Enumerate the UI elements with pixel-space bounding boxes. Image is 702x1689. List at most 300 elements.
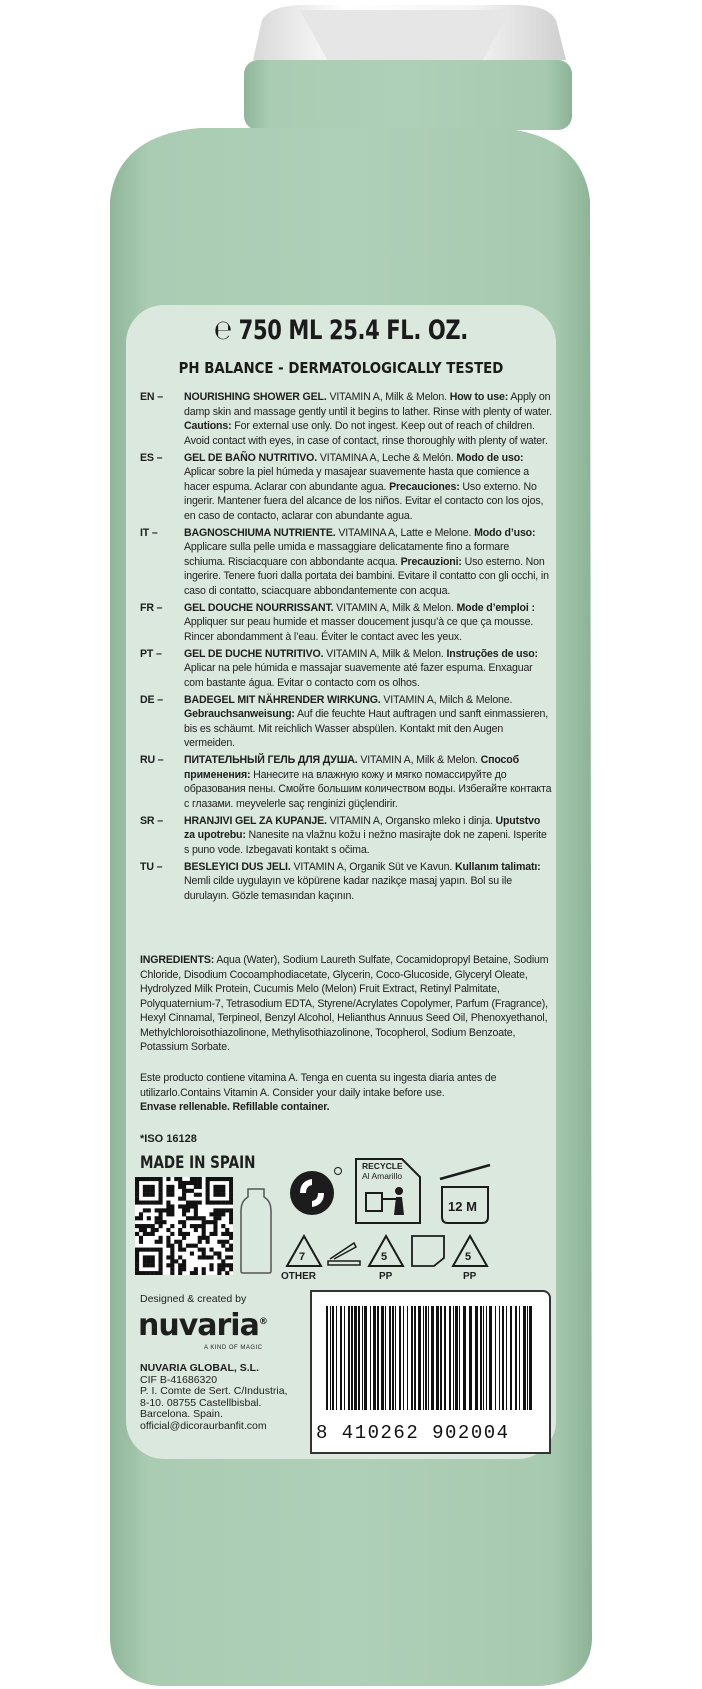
qr-cell — [159, 1208, 163, 1212]
lang-it: IT – BAGNOSCHIUMA NUTRIENTE. VITAMINA A, Latte e Melone. Modo d’uso: Applicare sulla pelle umida e massaggiare delicatamente fino a formare schiuma. Risciacquare con abbondante acqua. Precauzioni: Uso esterno. Non ingerire. Tenere fuori dalla portata dei bambini. Evitare il contatto con gli occhi, in caso di contatto, sciacquare abbondantemente con acqua. — [140, 526, 549, 597]
qr-cell — [186, 1208, 190, 1212]
qr-cell — [182, 1267, 186, 1271]
qr-finder-cell — [206, 1177, 210, 1181]
qr-cell — [213, 1220, 217, 1224]
qr-cell — [225, 1263, 229, 1267]
qr-finder-cell — [147, 1263, 151, 1267]
cap-open-icon — [324, 1237, 364, 1267]
qr-cell — [139, 1216, 143, 1220]
qr-cell — [202, 1216, 206, 1220]
qr-finder-cell — [225, 1177, 229, 1181]
qr-cell — [202, 1228, 206, 1232]
qr-finder-cell — [147, 1271, 151, 1275]
qr-cell — [206, 1240, 210, 1244]
barcode-bar — [414, 1306, 416, 1410]
barcode-bar — [389, 1306, 391, 1410]
barcode-bar — [483, 1306, 484, 1410]
qr-cell — [202, 1224, 206, 1228]
qr-finder-cell — [147, 1189, 151, 1193]
qr-cell — [198, 1177, 202, 1181]
barcode-bar — [411, 1306, 413, 1410]
qr-finder-cell — [135, 1251, 139, 1255]
qr-cell — [139, 1228, 143, 1232]
qr-cell — [170, 1193, 174, 1197]
barcode-bar — [523, 1306, 526, 1410]
qr-cell — [194, 1212, 198, 1216]
neck — [244, 60, 572, 130]
qr-code — [135, 1177, 233, 1275]
qr-cell — [202, 1232, 206, 1236]
barcode-bar — [330, 1306, 331, 1410]
qr-cell — [194, 1244, 198, 1248]
qr-cell — [162, 1208, 166, 1212]
qr-cell — [182, 1263, 186, 1267]
qr-cell — [182, 1197, 186, 1201]
qr-finder-cell — [159, 1181, 163, 1185]
qr-cell — [198, 1224, 202, 1228]
barcode-bar — [344, 1306, 345, 1410]
qr-cell — [170, 1248, 174, 1252]
qr-finder-cell — [159, 1248, 163, 1252]
qr-finder-cell — [147, 1248, 151, 1252]
qr-cell — [178, 1255, 182, 1259]
qr-finder-cell — [135, 1181, 139, 1185]
qr-cell — [147, 1232, 151, 1236]
barcode-bar — [515, 1306, 517, 1410]
qr-finder-cell — [151, 1259, 155, 1263]
qr-cell — [166, 1228, 170, 1232]
lang-es: ES – GEL DE BAÑO NUTRITIVO. VITAMINA A, Leche & Melón. Modo de uso: Aplicar sobre la piel húmeda y masajear suavemente hasta que comience a hacer espuma. Aclarar con abundante agua. Precauciones: Uso externo. No ingerir. Mantener fuera del alcance de los niños. Evitar el contacto con los ojos, en caso de contacto, aclarar con abundante agua. — [140, 451, 544, 522]
barcode-bar — [385, 1306, 386, 1410]
qr-cell — [194, 1224, 198, 1228]
qr-finder-cell — [159, 1197, 163, 1201]
qr-finder-cell — [147, 1259, 151, 1263]
qr-cell — [198, 1193, 202, 1197]
qr-cell — [198, 1185, 202, 1189]
barcode-bar — [529, 1306, 532, 1410]
qr-cell — [166, 1204, 170, 1208]
barcode-bar — [407, 1306, 408, 1410]
bottle-outline-icon — [239, 1187, 273, 1275]
qr-finder-cell — [139, 1248, 143, 1252]
qr-cell — [170, 1204, 174, 1208]
qr-cell — [190, 1244, 194, 1248]
qr-cell — [194, 1267, 198, 1271]
qr-cell — [202, 1255, 206, 1259]
lang-fr: FR – GEL DOUCHE NOURRISSANT. VITAMIN A, Milk & Melon. Mode d’emploi : Appliquer sur peau humide et masser doucement jusqu’à ce que ça mousse. Rincer abondamment à l’eau. Éviter le contact avec les yeux. — [140, 601, 535, 643]
qr-cell — [213, 1251, 217, 1255]
qr-cell — [139, 1240, 143, 1244]
qr-cell — [182, 1232, 186, 1236]
qr-cell — [225, 1228, 229, 1232]
language-sections — [140, 390, 552, 906]
qr-cell — [194, 1177, 198, 1181]
pao-label: 12 M — [448, 1199, 477, 1214]
qr-finder-cell — [143, 1193, 147, 1197]
qr-cell — [166, 1212, 170, 1216]
qr-cell — [182, 1236, 186, 1240]
qr-cell — [182, 1204, 186, 1208]
qr-cell — [217, 1271, 221, 1275]
qr-cell — [170, 1185, 174, 1189]
qr-finder-cell — [213, 1201, 217, 1205]
qr-finder-cell — [151, 1189, 155, 1193]
barcode-bar — [469, 1306, 472, 1410]
qr-cell — [217, 1240, 221, 1244]
qr-cell — [159, 1240, 163, 1244]
qr-finder-cell — [206, 1185, 210, 1189]
volume: ℮ 750 ML 25.4 FL. OZ. — [214, 315, 468, 346]
qr-cell — [217, 1216, 221, 1220]
recycle-code-7: 7 — [299, 1251, 306, 1263]
qr-finder-cell — [213, 1177, 217, 1181]
barcode-bar — [362, 1306, 363, 1410]
qr-finder-cell — [135, 1255, 139, 1259]
barcode-bar — [506, 1306, 507, 1410]
recycle-code-5b: 5 — [465, 1251, 472, 1263]
qr-cell — [178, 1228, 182, 1232]
barcode-bar — [336, 1306, 337, 1410]
qr-finder-cell — [143, 1263, 147, 1267]
qr-cell — [221, 1263, 225, 1267]
qr-cell — [209, 1248, 213, 1252]
qr-finder-cell — [206, 1181, 210, 1185]
qr-finder-cell — [217, 1177, 221, 1181]
barcode-bar — [444, 1306, 446, 1410]
qr-cell — [213, 1224, 217, 1228]
barcode-bar — [418, 1306, 421, 1410]
qr-cell — [209, 1232, 213, 1236]
qr-cell — [166, 1189, 170, 1193]
qr-cell — [166, 1255, 170, 1259]
qr-cell — [170, 1271, 174, 1275]
barcode-bar — [326, 1306, 328, 1410]
qr-finder-cell — [155, 1271, 159, 1275]
qr-cell — [174, 1240, 178, 1244]
qr-cell — [229, 1232, 233, 1236]
qr-cell — [178, 1263, 182, 1267]
barcode-bar — [480, 1306, 482, 1410]
qr-cell — [182, 1212, 186, 1216]
qr-finder-cell — [155, 1248, 159, 1252]
qr-finder-cell — [217, 1185, 221, 1189]
qr-cell — [209, 1220, 213, 1224]
recycle-code-5a-label: PP — [379, 1271, 393, 1282]
qr-cell — [209, 1267, 213, 1271]
qr-cell — [182, 1185, 186, 1189]
barcode-bar — [425, 1306, 427, 1410]
qr-finder-cell — [151, 1263, 155, 1267]
barcode-bar — [348, 1306, 350, 1410]
barcode-bar — [364, 1306, 367, 1410]
qr-cell — [190, 1224, 194, 1228]
qr-finder-cell — [135, 1193, 139, 1197]
qr-cell — [170, 1251, 174, 1255]
lang-en: EN – NOURISHING SHOWER GEL. VITAMIN A, Milk & Melon. How to use: Apply on damp skin and massage gently until it begins to lather. Rinse with plenty of water. Cautions: For external use only. Do not ingest. Keep out of reach of children. Avoid contact with eyes, in case of contact, rinse thoroughly with plenty of water. — [140, 391, 552, 447]
qr-finder-cell — [159, 1259, 163, 1263]
pao-jar-icon — [434, 1157, 496, 1225]
qr-cell — [225, 1255, 229, 1259]
qr-finder-cell — [135, 1185, 139, 1189]
qr-finder-cell — [151, 1185, 155, 1189]
barcode-bar — [428, 1306, 429, 1410]
barcode-bars — [326, 1306, 536, 1410]
qr-cell — [159, 1212, 163, 1216]
qr-cell — [151, 1228, 155, 1232]
qr-cell — [190, 1189, 194, 1193]
qr-cell — [229, 1236, 233, 1240]
qr-finder-cell — [151, 1248, 155, 1252]
recycle-code-5b-label: PP — [463, 1271, 477, 1282]
barcode-bar — [475, 1306, 478, 1410]
qr-finder-cell — [135, 1271, 139, 1275]
barcode-bar — [440, 1306, 442, 1410]
qr-cell — [225, 1271, 229, 1275]
qr-cell — [190, 1181, 194, 1185]
qr-cell — [135, 1232, 139, 1236]
qr-cell — [206, 1236, 210, 1240]
qr-finder-cell — [159, 1193, 163, 1197]
barcode-bar — [358, 1306, 360, 1410]
qr-cell — [206, 1255, 210, 1259]
qr-cell — [178, 1185, 182, 1189]
qr-finder-cell — [206, 1201, 210, 1205]
qr-finder-cell — [229, 1181, 233, 1185]
qr-cell — [213, 1216, 217, 1220]
qr-cell — [159, 1224, 163, 1228]
qr-finder-cell — [213, 1193, 217, 1197]
qr-finder-cell — [206, 1193, 210, 1197]
qr-cell — [166, 1263, 170, 1267]
qr-cell — [229, 1208, 233, 1212]
qr-cell — [151, 1224, 155, 1228]
lang-sr: SR – HRANJIVI GEL ZA KUPANJE. VITAMIN A, Organsko mleko i dinja. Uputstvo za upotrebu: Nanesite na vlažnu kožu i nežno masirajte dok ne zapeni. Isperite s puno vode. Izbegavati kontakt s očima. — [140, 814, 547, 856]
barcode-bar — [436, 1306, 439, 1410]
qr-cell — [170, 1224, 174, 1228]
qr-cell — [221, 1267, 225, 1271]
qr-cell — [225, 1232, 229, 1236]
qr-cell — [151, 1232, 155, 1236]
barcode-bar — [486, 1306, 487, 1410]
qr-finder-cell — [143, 1248, 147, 1252]
vitamin-notice: Este producto contiene vitamina A. Tenga en cuenta su ingesta diaria antes de utilizarlo.Contains Vitamin A. Consider your daily intake before use. Envase rellenable. Refillable container. — [140, 1072, 497, 1113]
qr-finder-cell — [221, 1201, 225, 1205]
qr-cell — [194, 1216, 198, 1220]
qr-finder-cell — [229, 1185, 233, 1189]
qr-finder-cell — [139, 1271, 143, 1275]
qr-cell — [170, 1189, 174, 1193]
qr-finder-cell — [147, 1193, 151, 1197]
qr-cell — [202, 1251, 206, 1255]
barcode-bar — [392, 1306, 394, 1410]
qr-finder-cell — [159, 1201, 163, 1205]
qr-cell — [186, 1204, 190, 1208]
qr-cell — [166, 1185, 170, 1189]
qr-finder-cell — [229, 1197, 233, 1201]
qr-cell — [229, 1216, 233, 1220]
qr-cell — [139, 1224, 143, 1228]
qr-finder-cell — [221, 1189, 225, 1193]
qr-cell — [209, 1212, 213, 1216]
qr-cell — [206, 1220, 210, 1224]
qr-finder-cell — [221, 1185, 225, 1189]
qr-cell — [155, 1208, 159, 1212]
qr-cell — [221, 1240, 225, 1244]
company-info: NUVARIA GLOBAL, S.L. CIF B-41686320 P. I. Comte de Sert. C/Industria, 8-10. 08755 Castellbisbal. Barcelona. Spain. official@dicoraurbanfit.com — [140, 1362, 288, 1432]
qr-cell — [170, 1267, 174, 1271]
barcode-bar — [354, 1306, 357, 1410]
qr-cell — [182, 1220, 186, 1224]
qr-finder-cell — [143, 1185, 147, 1189]
qr-cell — [190, 1251, 194, 1255]
qr-finder-cell — [135, 1248, 139, 1252]
qr-cell — [221, 1232, 225, 1236]
qr-cell — [166, 1240, 170, 1244]
qr-cell — [135, 1216, 139, 1220]
qr-finder-cell — [159, 1271, 163, 1275]
qr-finder-cell — [139, 1177, 143, 1181]
qr-cell — [194, 1271, 198, 1275]
qr-cell — [178, 1267, 182, 1271]
qr-cell — [186, 1189, 190, 1193]
qr-cell — [213, 1212, 217, 1216]
qr-finder-cell — [213, 1189, 217, 1193]
qr-cell — [170, 1208, 174, 1212]
lang-ru: RU – ПИТАТЕЛЬНЫЙ ГЕЛЬ ДЛЯ ДУША. VITAMIN A, Milk & Melon. Способ применения: Нанесите на влажную кожу и мягко помассируйте до образования пены. Смойте большим количеством воды. Избегайте контакта с глазами. meyvelerle saç renginizi güçlendirir. — [140, 754, 552, 810]
designed-by: Designed & created by — [140, 1293, 247, 1305]
qr-cell — [213, 1228, 217, 1232]
barcode-bar — [395, 1306, 396, 1410]
qr-cell — [170, 1263, 174, 1267]
qr-cell — [217, 1267, 221, 1271]
qr-cell — [166, 1236, 170, 1240]
qr-cell — [194, 1204, 198, 1208]
qr-cell — [182, 1181, 186, 1185]
qr-cell — [182, 1189, 186, 1193]
qr-cell — [147, 1224, 151, 1228]
ingredients: INGREDIENTS: Aqua (Water), Sodium Laureth Sulfate, Cocamidopropyl Betaine, Sodium Chloride, Disodium Cocoamphodiacetate, Glycerin, Coco-Glucoside, Glyceryl Oleate, Hydrolyzed Milk Protein, Cucumis Melo (Melon) Fruit Extract, Retinyl Palmitate, Polyquaternium-7, Tetrasodium EDTA, Styrene/Acrylates Copolymer, Parfum (Fragrance), Hexyl Cinnamal, Terpineol, Benzyl Alcohol, Helianthus Annuus Seed Oil, Phenoxyethanol, Methylchloroisothiazolinone, Methylisothiazolinone, Tocopherol, Sodium Benzoate, Potassium Sorbate. — [140, 954, 549, 1053]
barcode-bar — [423, 1306, 424, 1410]
qr-cell — [194, 1208, 198, 1212]
qr-cell — [178, 1248, 182, 1252]
qr-finder-cell — [135, 1263, 139, 1267]
qr-cell — [202, 1248, 206, 1252]
qr-cell — [186, 1216, 190, 1220]
recycle-code-7-label: OTHER — [281, 1271, 316, 1282]
lang-tu: TU – BESLEYICI DUS JELI. VITAMIN A, Organik Süt ve Kavun. Kullanım talimatı: Nemli cilde uygulayın ve köpürene kadar nazikçe masaj yapın. Bol su ile durulayın. Gözle temasından kaçının. — [140, 860, 541, 902]
qr-finder-cell — [209, 1201, 213, 1205]
qr-finder-cell — [151, 1271, 155, 1275]
qr-cell — [159, 1216, 163, 1220]
qr-cell — [135, 1224, 139, 1228]
qr-cell — [225, 1240, 229, 1244]
qr-cell — [198, 1216, 202, 1220]
qr-cell — [182, 1248, 186, 1252]
qr-cell — [194, 1185, 198, 1189]
qr-cell — [147, 1208, 151, 1212]
barcode-bar — [463, 1306, 466, 1410]
qr-cell — [178, 1197, 182, 1201]
recycle-label: RECYCLE Al Amarillo — [362, 1161, 403, 1181]
qr-cell — [194, 1228, 198, 1232]
qr-cell — [190, 1201, 194, 1205]
qr-cell — [194, 1181, 198, 1185]
qr-finder-cell — [147, 1255, 151, 1259]
qr-finder-cell — [217, 1201, 221, 1205]
qr-finder-cell — [135, 1201, 139, 1205]
qr-cell — [229, 1267, 233, 1271]
qr-cell — [221, 1224, 225, 1228]
brand-tagline: A KIND OF MAGIC — [204, 1345, 263, 1351]
qr-cell — [186, 1201, 190, 1205]
qr-cell — [143, 1232, 147, 1236]
qr-finder-cell — [143, 1259, 147, 1263]
barcode-bar — [502, 1306, 504, 1410]
qr-cell — [170, 1232, 174, 1236]
lang-de: DE – BADEGEL MIT NÄHRENDER WIRKUNG. VITAMIN A, Milch & Melone. Gebrauchsanweisung: Auf die feuchte Haut auftragen und sanft einmassieren, bis es schäumt. Mit reichlich Wasser abspülen. Kontakt mit den Augen vermeiden. — [140, 693, 548, 749]
qr-cell — [229, 1248, 233, 1252]
qr-finder-cell — [206, 1189, 210, 1193]
qr-cell — [225, 1248, 229, 1252]
qr-finder-cell — [147, 1185, 151, 1189]
qr-cell — [178, 1232, 182, 1236]
qr-finder-cell — [155, 1201, 159, 1205]
qr-cell — [143, 1208, 147, 1212]
qr-cell — [155, 1216, 159, 1220]
barcode-bar — [370, 1306, 371, 1410]
qr-finder-cell — [229, 1189, 233, 1193]
barcode-number: 8 410262 902004 — [316, 1422, 510, 1444]
qr-finder-cell — [147, 1201, 151, 1205]
barcode-bar — [510, 1306, 512, 1410]
qr-finder-cell — [221, 1193, 225, 1197]
qr-cell — [139, 1236, 143, 1240]
qr-cell — [166, 1208, 170, 1212]
barcode-bar — [403, 1306, 404, 1410]
qr-cell — [229, 1263, 233, 1267]
qr-cell — [229, 1255, 233, 1259]
qr-cell — [198, 1181, 202, 1185]
barcode-bar — [455, 1306, 458, 1410]
qr-cell — [182, 1259, 186, 1263]
barcode-bar — [453, 1306, 454, 1410]
qr-cell — [202, 1220, 206, 1224]
qr-finder-cell — [159, 1255, 163, 1259]
qr-cell — [182, 1208, 186, 1212]
qr-cell — [174, 1177, 178, 1181]
qr-cell — [166, 1177, 170, 1181]
qr-finder-cell — [135, 1267, 139, 1271]
qr-finder-cell — [229, 1201, 233, 1205]
qr-cell — [229, 1244, 233, 1248]
qr-cell — [194, 1201, 198, 1205]
barcode-bar — [332, 1306, 334, 1410]
barcode-bar — [527, 1306, 528, 1410]
qr-cell — [186, 1244, 190, 1248]
barcode-bar — [459, 1306, 460, 1410]
qr-cell — [209, 1263, 213, 1267]
brand-logo: nuvaria® — [138, 1308, 267, 1343]
qr-cell — [186, 1232, 190, 1236]
qr-cell — [198, 1236, 202, 1240]
qr-finder-cell — [139, 1201, 143, 1205]
qr-finder-cell — [159, 1189, 163, 1193]
qr-cell — [182, 1224, 186, 1228]
qr-finder-cell — [209, 1177, 213, 1181]
qr-finder-cell — [143, 1271, 147, 1275]
qr-cell — [190, 1177, 194, 1181]
qr-finder-cell — [151, 1201, 155, 1205]
